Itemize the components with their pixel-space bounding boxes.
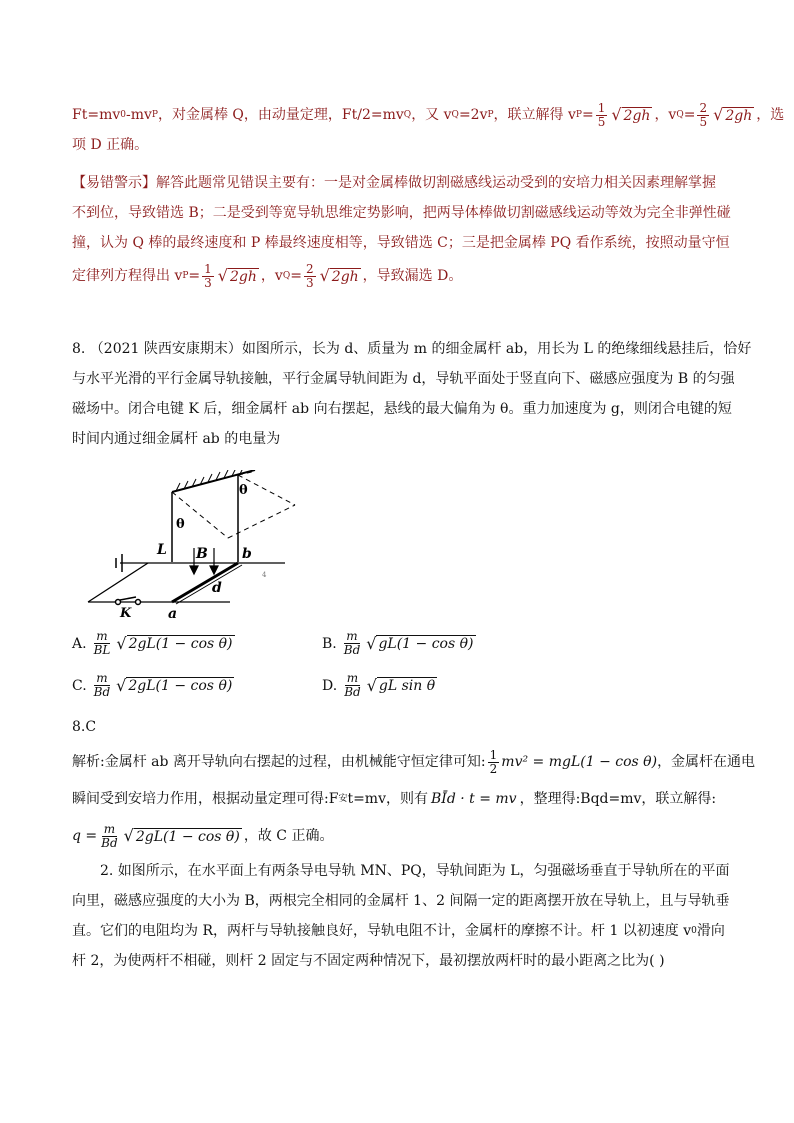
solution-line-1	[72, 742, 756, 782]
answer-line	[72, 712, 722, 742]
theta-top-label: θ	[239, 483, 248, 498]
subscript: P	[182, 271, 189, 281]
option-d[interactable]	[322, 672, 439, 699]
radical-sign: √	[319, 266, 330, 285]
theta-left-label: θ	[176, 517, 185, 532]
text: 瞬间受到安培力作用，根据动量定理可得:F	[72, 791, 339, 807]
radicand: 2gL(1 − cos θ)	[135, 828, 240, 845]
option-c[interactable]	[72, 672, 236, 699]
sqrt	[713, 100, 754, 130]
subscript: 0	[691, 926, 697, 936]
option-a[interactable]	[72, 630, 237, 657]
equals: =	[188, 268, 201, 284]
q2-line-4	[72, 946, 722, 976]
solution-continuation	[72, 100, 785, 160]
text: 与水平光滑的平行金属导轨接触，平行金属导轨间距为 d，导轨平面处于竖直向下、磁感应强度为 B 的匀强	[72, 371, 735, 387]
text: 直。它们的电阻均为 R，两杆与导轨接触良好，导轨电阻不计，金属杆的摩擦不计。杆 1 以初速度 v	[72, 923, 692, 939]
subscript: P	[487, 110, 494, 120]
text: ，导致漏选 D。	[362, 268, 463, 284]
sqrt	[611, 100, 652, 130]
common-mistakes-warning	[72, 168, 731, 294]
equals: =	[581, 107, 594, 123]
equation: BĪd · t = mv	[431, 791, 517, 807]
text: 解答此题常见错误主要有：一是对金属棒做切割磁感线运动受到的安培力相关因素理解掌握	[156, 175, 716, 191]
denominator: 5	[597, 114, 606, 129]
numerator: m	[103, 821, 116, 836]
radical-sign: √	[217, 266, 228, 285]
sqrt	[367, 676, 437, 695]
denominator: 3	[204, 275, 212, 290]
option-label: C.	[72, 677, 87, 694]
fraction	[697, 102, 709, 129]
numerator: 2	[699, 100, 708, 115]
denominator: 3	[305, 275, 314, 290]
warn-line-3	[72, 228, 730, 258]
text: ，整理得:Bqd=mv，联立解得:	[519, 791, 717, 807]
question-8-figure	[80, 470, 300, 620]
q8-line-3	[72, 394, 732, 424]
numerator: 1	[597, 100, 606, 115]
rails	[88, 563, 285, 602]
numerator: m	[96, 629, 108, 643]
text: ，又 v	[411, 107, 452, 123]
radical-sign: √	[366, 634, 377, 653]
numerator: 2	[305, 261, 314, 276]
fraction	[304, 263, 316, 290]
text: 撞，认为 Q 棒的最终速度和 P 棒最终速度相等，导致错选 C；三是把金属棒 PQ 看作系统，按照动量守恒	[72, 235, 730, 251]
rod-ab-edge	[176, 565, 242, 604]
subscript: P	[575, 110, 582, 120]
numerator: m	[346, 629, 358, 643]
text: ，故 C 正确。	[243, 828, 334, 844]
text: ，v	[654, 107, 677, 123]
q8-line-2	[72, 364, 735, 394]
switch-k	[116, 597, 141, 605]
warning-tag: 【易错警示】	[72, 175, 156, 191]
subscript: Q	[451, 110, 459, 120]
subscript: 0	[120, 110, 126, 120]
text: -mv	[126, 107, 152, 123]
denominator: BL	[93, 643, 111, 657]
warn-line-4	[72, 258, 722, 294]
text: 滑向	[696, 923, 725, 939]
field-b-label: B	[196, 546, 208, 562]
radicand: 2gh	[230, 268, 257, 285]
radicand: 2gh	[623, 107, 651, 124]
radical-sign: √	[611, 105, 622, 124]
denominator: Bd	[343, 643, 361, 657]
text: 磁场中。闭合电键 K 后，细金属杆 ab 向右摆起，悬线的最大偏角为 θ。重力加速度为 g，则闭合电键的短	[72, 401, 732, 417]
text: 不到位，导致错选 B；二是受到等宽导轨思维定势影响，把两导体棒做切割磁感线运动等效为完全非弹性碰	[72, 205, 731, 221]
fraction	[99, 823, 120, 850]
radicand: gL sin θ	[378, 678, 436, 694]
end-b-label: b	[242, 546, 252, 562]
text: Ft=mv	[72, 107, 121, 123]
sqrt	[218, 261, 259, 291]
text: ，金属杆在通电	[657, 754, 756, 770]
subscript: Q	[282, 271, 291, 281]
sqrt	[124, 821, 242, 851]
small-mark: 4	[262, 571, 267, 579]
text: ，对金属棒 Q，由动量定理，Ft/2=mv	[157, 107, 404, 123]
text: 项 D 正确。	[72, 137, 149, 153]
option-label: B.	[322, 635, 337, 652]
text: 时间内通过细金属杆 ab 的电量为	[72, 431, 281, 447]
warn-line-1	[72, 168, 722, 198]
q8-line-1	[72, 334, 752, 364]
denominator: Bd	[344, 685, 361, 699]
numerator: m	[96, 671, 108, 685]
solution-line-2	[72, 130, 722, 160]
option-b[interactable]	[322, 630, 478, 657]
denominator: Bd	[101, 835, 118, 850]
equals: =	[683, 107, 696, 123]
sqrt	[366, 634, 475, 653]
option-label: A.	[72, 635, 87, 652]
rod-ab	[172, 563, 238, 602]
text: t=mv，则有	[347, 791, 428, 807]
denominator: 5	[699, 114, 708, 129]
question-8-solution	[72, 712, 756, 856]
denominator: Bd	[93, 685, 111, 699]
subscript: P	[151, 110, 158, 120]
swung-rod-dashed	[172, 472, 295, 538]
radicand: 2gh	[331, 268, 359, 285]
answer: 8.C	[72, 719, 97, 735]
text: ，v	[260, 268, 283, 284]
question-8-stem	[72, 334, 752, 454]
width-d-label: d	[212, 580, 222, 596]
solution-line-2	[72, 782, 722, 816]
fraction	[92, 630, 113, 657]
option-label: D.	[322, 677, 338, 694]
text: 解析:金属杆 ab 离开导轨向右摆起的过程，由机械能守恒定律可知:	[72, 754, 486, 770]
solution-line-1	[72, 100, 785, 130]
warn-line-2	[72, 198, 731, 228]
radicand: gL(1 − cos θ)	[378, 636, 474, 652]
fraction	[342, 630, 363, 657]
numerator: 1	[204, 261, 212, 276]
text: =2v	[458, 107, 488, 123]
fraction	[488, 749, 500, 776]
radical-sign: √	[116, 634, 127, 653]
radical-sign: √	[123, 826, 134, 845]
end-a-label: a	[168, 606, 178, 620]
radicand: 2gh	[725, 107, 753, 124]
denominator: 2	[489, 761, 498, 776]
q2-line-3	[72, 916, 725, 946]
length-l-label: L	[157, 542, 167, 558]
fraction	[92, 672, 113, 699]
equation: q =	[72, 828, 98, 844]
fraction	[342, 672, 363, 699]
numerator: 1	[489, 747, 498, 762]
text: 杆 2，为使两杆不相碰，则杆 2 固定与不固定两种情况下，最初摆放两杆时的最小距离之比为( )	[72, 953, 665, 969]
subscript: Q	[403, 110, 412, 120]
radical-sign: √	[116, 676, 127, 695]
text: ，选	[756, 107, 785, 123]
numerator: m	[346, 671, 359, 685]
question-2-stem	[72, 856, 730, 976]
text: 定律列方程得出 v	[72, 268, 183, 284]
subscript: Q	[676, 110, 684, 120]
text: 2. 如图所示，在水平面上有两条导电导轨 MN、PQ，导轨间距为 L，匀强磁场垂直于导轨所在的平面	[100, 863, 730, 879]
sqrt	[320, 261, 361, 291]
equals: =	[290, 268, 302, 284]
q2-line-1	[72, 856, 730, 886]
subscript: 安	[338, 794, 348, 804]
text: 向里，磁感应强度的大小为 B，两根完全相同的金属杆 1、2 间隔一定的距离摆开放在导轨上，且与导轨垂	[72, 893, 730, 909]
fraction	[202, 263, 214, 290]
q8-line-4	[72, 424, 722, 454]
text: ，联立解得 v	[493, 107, 576, 123]
radical-sign: √	[366, 676, 377, 695]
q2-line-2	[72, 886, 730, 916]
text: 8. （2021 陕西安康期末）如图所示，长为 d、质量为 m 的细金属杆 ab，用长为 L 的绝缘细线悬挂后，恰好	[72, 341, 752, 357]
solution-line-3	[72, 816, 722, 856]
radicand: 2gL(1 − cos θ)	[128, 636, 233, 652]
sqrt	[116, 676, 234, 695]
sqrt	[116, 634, 234, 653]
radical-sign: √	[713, 105, 724, 124]
switch-k-label: K	[120, 606, 132, 620]
equation: mv² = mgL(1 − cos θ)	[501, 754, 658, 770]
fraction	[596, 102, 608, 129]
radicand: 2gL(1 − cos θ)	[128, 678, 233, 694]
